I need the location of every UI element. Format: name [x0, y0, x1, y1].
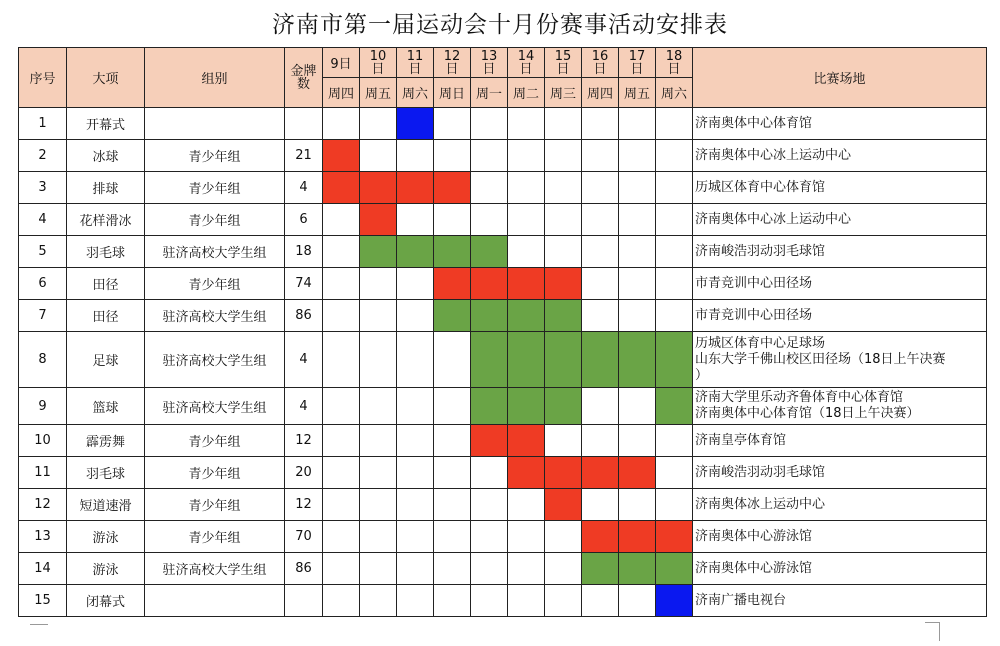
schedule-cell [397, 140, 434, 172]
schedule-cell [656, 268, 693, 300]
medals-cell: 12 [285, 489, 323, 521]
schedule-table [18, 47, 987, 617]
medals-cell: 4 [285, 388, 323, 425]
schedule-cell-green [656, 388, 693, 425]
schedule-cell [397, 585, 434, 617]
schedule-cell-red [508, 457, 545, 489]
schedule-cell-blue [397, 108, 434, 140]
schedule-cell-green [619, 332, 656, 388]
corner-mark-bottom-right [925, 622, 940, 641]
venue-line: 济南广播电视台 [695, 592, 787, 608]
schedule-cell [471, 204, 508, 236]
medals-cell: 70 [285, 521, 323, 553]
header-weekday: 周四 [582, 78, 619, 108]
group-cell: 青少年组 [145, 489, 285, 521]
header-medals: 金牌数 [285, 48, 323, 108]
table-row [19, 425, 987, 457]
table-row [19, 457, 987, 489]
schedule-cell [434, 140, 471, 172]
schedule-cell-blue [656, 585, 693, 617]
group-cell: 青少年组 [145, 457, 285, 489]
seq-cell: 7 [19, 300, 67, 332]
header-date: 14日 [508, 48, 545, 78]
table-row [19, 140, 987, 172]
schedule-cell [397, 332, 434, 388]
schedule-cell-red [545, 489, 582, 521]
seq-cell: 10 [19, 425, 67, 457]
schedule-cell-red [656, 521, 693, 553]
venue-line: 市青竞训中心田径场 [695, 275, 813, 291]
event-cell: 游泳 [67, 553, 145, 585]
venue-cell [693, 388, 987, 425]
schedule-cell [656, 300, 693, 332]
schedule-cell [434, 388, 471, 425]
schedule-cell [656, 425, 693, 457]
schedule-cell [360, 521, 397, 553]
schedule-cell [471, 172, 508, 204]
schedule-cell-red [508, 268, 545, 300]
schedule-cell [508, 489, 545, 521]
schedule-cell [434, 553, 471, 585]
header-date: 17日 [619, 48, 656, 78]
schedule-cell [582, 108, 619, 140]
medals-cell: 4 [285, 332, 323, 388]
header-weekday: 周四 [323, 78, 360, 108]
venue-cell [693, 553, 987, 585]
event-cell: 足球 [67, 332, 145, 388]
schedule-cell-red [360, 172, 397, 204]
schedule-cell [471, 521, 508, 553]
schedule-cell [545, 236, 582, 268]
schedule-cell [323, 332, 360, 388]
schedule-cell-red [471, 425, 508, 457]
schedule-cell [619, 425, 656, 457]
schedule-cell [434, 585, 471, 617]
schedule-cell [508, 204, 545, 236]
schedule-cell [360, 108, 397, 140]
schedule-cell-red [397, 172, 434, 204]
schedule-cell [360, 553, 397, 585]
schedule-cell [545, 553, 582, 585]
schedule-cell [360, 300, 397, 332]
schedule-cell [323, 204, 360, 236]
schedule-cell-green [545, 332, 582, 388]
schedule-cell [434, 457, 471, 489]
schedule-cell [656, 172, 693, 204]
venue-cell [693, 489, 987, 521]
header-seq: 序号 [19, 48, 67, 108]
medals-cell: 6 [285, 204, 323, 236]
venue-line: 市青竞训中心田径场 [695, 307, 813, 323]
schedule-cell [323, 108, 360, 140]
table-row [19, 172, 987, 204]
schedule-cell [656, 108, 693, 140]
schedule-cell [397, 457, 434, 489]
schedule-cell [323, 553, 360, 585]
medals-cell: 4 [285, 172, 323, 204]
schedule-cell [619, 236, 656, 268]
seq-cell: 4 [19, 204, 67, 236]
schedule-cell [323, 388, 360, 425]
seq-cell: 15 [19, 585, 67, 617]
schedule-cell [619, 300, 656, 332]
schedule-cell [508, 585, 545, 617]
group-cell [145, 108, 285, 140]
schedule-cell [545, 108, 582, 140]
schedule-cell-green [471, 332, 508, 388]
venue-cell [693, 172, 987, 204]
group-cell: 青少年组 [145, 268, 285, 300]
group-cell: 青少年组 [145, 425, 285, 457]
schedule-cell [471, 489, 508, 521]
schedule-cell [508, 521, 545, 553]
table-row [19, 489, 987, 521]
seq-cell: 2 [19, 140, 67, 172]
schedule-cell-green [656, 553, 693, 585]
schedule-cell-green [508, 388, 545, 425]
schedule-cell [323, 489, 360, 521]
venue-line: 济南奥体冰上运动中心 [695, 496, 826, 512]
schedule-cell-red [582, 457, 619, 489]
header-date: 10日 [360, 48, 397, 78]
table-row [19, 553, 987, 585]
event-cell: 冰球 [67, 140, 145, 172]
header-group: 组别 [145, 48, 285, 108]
schedule-cell [471, 457, 508, 489]
venue-line: 济南奥体中心游泳馆 [695, 560, 813, 576]
schedule-cell [508, 172, 545, 204]
schedule-cell [360, 425, 397, 457]
schedule-cell [582, 388, 619, 425]
header-date: 13日 [471, 48, 508, 78]
schedule-cell [323, 457, 360, 489]
schedule-cell-red [508, 425, 545, 457]
venue-line: 济南奥体中心游泳馆 [695, 528, 813, 544]
schedule-cell-green [471, 300, 508, 332]
medals-cell: 12 [285, 425, 323, 457]
schedule-cell-green [582, 332, 619, 388]
schedule-cell [360, 489, 397, 521]
schedule-cell [545, 425, 582, 457]
seq-cell: 5 [19, 236, 67, 268]
medals-cell [285, 108, 323, 140]
schedule-cell-green [508, 300, 545, 332]
event-cell: 游泳 [67, 521, 145, 553]
medals-cell: 18 [285, 236, 323, 268]
header-date: 15日 [545, 48, 582, 78]
venue-line: 济南皇亭体育馆 [695, 432, 787, 448]
schedule-cell-green [545, 300, 582, 332]
schedule-cell [360, 140, 397, 172]
schedule-cell-green [471, 388, 508, 425]
event-cell: 花样滑冰 [67, 204, 145, 236]
venue-cell [693, 268, 987, 300]
schedule-cell-red [323, 140, 360, 172]
schedule-cell [508, 236, 545, 268]
schedule-cell [397, 268, 434, 300]
event-cell: 羽毛球 [67, 236, 145, 268]
table-row [19, 300, 987, 332]
venue-cell [693, 140, 987, 172]
seq-cell: 9 [19, 388, 67, 425]
schedule-cell [397, 204, 434, 236]
schedule-cell [360, 585, 397, 617]
schedule-cell-green [545, 388, 582, 425]
group-cell: 驻济高校大学生组 [145, 236, 285, 268]
seq-cell: 11 [19, 457, 67, 489]
venue-cell [693, 521, 987, 553]
schedule-cell [545, 204, 582, 236]
schedule-cell-red [471, 268, 508, 300]
seq-cell: 14 [19, 553, 67, 585]
schedule-cell [397, 553, 434, 585]
schedule-cell [582, 204, 619, 236]
header-date: 9日 [323, 48, 360, 78]
schedule-cell [619, 140, 656, 172]
schedule-cell [656, 236, 693, 268]
schedule-cell-green [434, 300, 471, 332]
schedule-cell [619, 268, 656, 300]
table-row [19, 268, 987, 300]
venue-line: 历城区体育中心足球场 [695, 335, 826, 351]
schedule-cell-red [582, 521, 619, 553]
venue-cell [693, 204, 987, 236]
header-weekday: 周六 [656, 78, 693, 108]
event-cell: 霹雳舞 [67, 425, 145, 457]
group-cell: 驻济高校大学生组 [145, 332, 285, 388]
venue-line: 历城区体育中心体育馆 [695, 179, 826, 195]
schedule-cell [360, 332, 397, 388]
schedule-cell [397, 521, 434, 553]
schedule-cell [471, 553, 508, 585]
schedule-cell [434, 204, 471, 236]
schedule-cell [582, 236, 619, 268]
seq-cell: 1 [19, 108, 67, 140]
schedule-cell [619, 585, 656, 617]
venue-line: 济南大学里乐动齐鲁体育中心体育馆 [695, 390, 904, 405]
event-cell: 篮球 [67, 388, 145, 425]
schedule-cell [397, 388, 434, 425]
schedule-cell [360, 457, 397, 489]
schedule-cell [360, 388, 397, 425]
venue-cell [693, 585, 987, 617]
schedule-cell [323, 425, 360, 457]
venue-line: 济南峻浩羽动羽毛球馆 [695, 243, 826, 259]
schedule-cell [323, 521, 360, 553]
schedule-cell [582, 425, 619, 457]
schedule-cell-red [619, 457, 656, 489]
schedule-cell [582, 172, 619, 204]
seq-cell: 12 [19, 489, 67, 521]
medals-cell: 74 [285, 268, 323, 300]
schedule-cell-green [582, 553, 619, 585]
venue-cell [693, 236, 987, 268]
table-row [19, 521, 987, 553]
schedule-cell [397, 300, 434, 332]
event-cell: 羽毛球 [67, 457, 145, 489]
header-weekday: 周三 [545, 78, 582, 108]
group-cell [145, 585, 285, 617]
event-cell: 田径 [67, 300, 145, 332]
page-title: 济南市第一届运动会十月份赛事活动安排表 [272, 12, 728, 38]
schedule-cell-red [323, 172, 360, 204]
schedule-cell-red [360, 204, 397, 236]
schedule-cell [545, 521, 582, 553]
schedule-cell [434, 332, 471, 388]
header-weekday: 周六 [397, 78, 434, 108]
schedule-cell [434, 425, 471, 457]
venue-cell [693, 332, 987, 388]
schedule-cell-green [471, 236, 508, 268]
schedule-cell [656, 204, 693, 236]
schedule-cell-green [397, 236, 434, 268]
schedule-cell [323, 236, 360, 268]
group-cell: 青少年组 [145, 521, 285, 553]
schedule-cell [545, 140, 582, 172]
medals-cell [285, 585, 323, 617]
schedule-cell-red [545, 457, 582, 489]
table-row [19, 388, 987, 425]
table-row [19, 585, 987, 617]
schedule-cell [545, 585, 582, 617]
venue-cell [693, 457, 987, 489]
schedule-cell-green [360, 236, 397, 268]
schedule-cell [656, 457, 693, 489]
header-weekday: 周一 [471, 78, 508, 108]
venue-line: 济南奥体中心冰上运动中心 [695, 147, 852, 163]
seq-cell: 6 [19, 268, 67, 300]
schedule-cell [360, 268, 397, 300]
venue-cell [693, 425, 987, 457]
venue-line: 济南奥体中心冰上运动中心 [695, 211, 852, 227]
medals-cell: 86 [285, 300, 323, 332]
schedule-cell [582, 268, 619, 300]
group-cell: 驻济高校大学生组 [145, 553, 285, 585]
seq-cell: 13 [19, 521, 67, 553]
group-cell: 青少年组 [145, 140, 285, 172]
medals-cell: 21 [285, 140, 323, 172]
schedule-cell-green [434, 236, 471, 268]
schedule-cell [434, 521, 471, 553]
schedule-cell [434, 108, 471, 140]
header-weekday: 周二 [508, 78, 545, 108]
venue-line: 济南奥体中心体育馆 [695, 115, 813, 131]
schedule-cell [508, 553, 545, 585]
schedule-cell [471, 108, 508, 140]
schedule-cell-green [656, 332, 693, 388]
event-cell: 排球 [67, 172, 145, 204]
medals-cell: 20 [285, 457, 323, 489]
schedule-cell [508, 108, 545, 140]
schedule-cell [656, 489, 693, 521]
schedule-cell [582, 140, 619, 172]
table-row [19, 332, 987, 388]
schedule-cell [619, 489, 656, 521]
schedule-cell [656, 140, 693, 172]
schedule-cell [619, 108, 656, 140]
seq-cell: 3 [19, 172, 67, 204]
event-cell: 短道速滑 [67, 489, 145, 521]
schedule-cell [397, 425, 434, 457]
venue-line: 济南峻浩羽动羽毛球馆 [695, 464, 826, 480]
schedule-cell-red [434, 268, 471, 300]
header-weekday: 周五 [619, 78, 656, 108]
venue-line: 济南奥体中心体育馆（18日上午决赛） [695, 406, 920, 421]
venue-line: 山东大学千佛山校区田径场（18日上午决赛 [695, 351, 946, 367]
header-weekday: 周日 [434, 78, 471, 108]
table-row [19, 236, 987, 268]
header-date: 11日 [397, 48, 434, 78]
schedule-cell [582, 585, 619, 617]
group-cell: 驻济高校大学生组 [145, 388, 285, 425]
table-row [19, 204, 987, 236]
schedule-cell [582, 300, 619, 332]
schedule-cell [434, 489, 471, 521]
schedule-cell [323, 300, 360, 332]
schedule-cell-red [545, 268, 582, 300]
event-cell: 闭幕式 [67, 585, 145, 617]
header-date: 18日 [656, 48, 693, 78]
schedule-cell [619, 172, 656, 204]
schedule-cell-red [434, 172, 471, 204]
corner-mark-bottom-left [30, 624, 48, 639]
medals-cell: 86 [285, 553, 323, 585]
schedule-cell [397, 489, 434, 521]
header-date: 16日 [582, 48, 619, 78]
schedule-cell [508, 140, 545, 172]
header-event: 大项 [67, 48, 145, 108]
schedule-cell-red [619, 521, 656, 553]
schedule-cell [619, 204, 656, 236]
schedule-cell [471, 140, 508, 172]
group-cell: 驻济高校大学生组 [145, 300, 285, 332]
schedule-cell [323, 268, 360, 300]
header-date: 12日 [434, 48, 471, 78]
schedule-cell [582, 489, 619, 521]
schedule-cell [323, 585, 360, 617]
header-weekday: 周五 [360, 78, 397, 108]
group-cell: 青少年组 [145, 204, 285, 236]
event-cell: 开幕式 [67, 108, 145, 140]
schedule-cell-green [619, 553, 656, 585]
schedule-cell-green [508, 332, 545, 388]
header-row-dates [19, 48, 987, 78]
seq-cell: 8 [19, 332, 67, 388]
schedule-cell [471, 585, 508, 617]
event-cell: 田径 [67, 268, 145, 300]
venue-line: ） [695, 367, 709, 383]
schedule-cell [619, 388, 656, 425]
venue-cell [693, 108, 987, 140]
header-venue: 比赛场地 [693, 48, 987, 108]
table-row [19, 108, 987, 140]
group-cell: 青少年组 [145, 172, 285, 204]
venue-cell [693, 300, 987, 332]
schedule-cell [545, 172, 582, 204]
